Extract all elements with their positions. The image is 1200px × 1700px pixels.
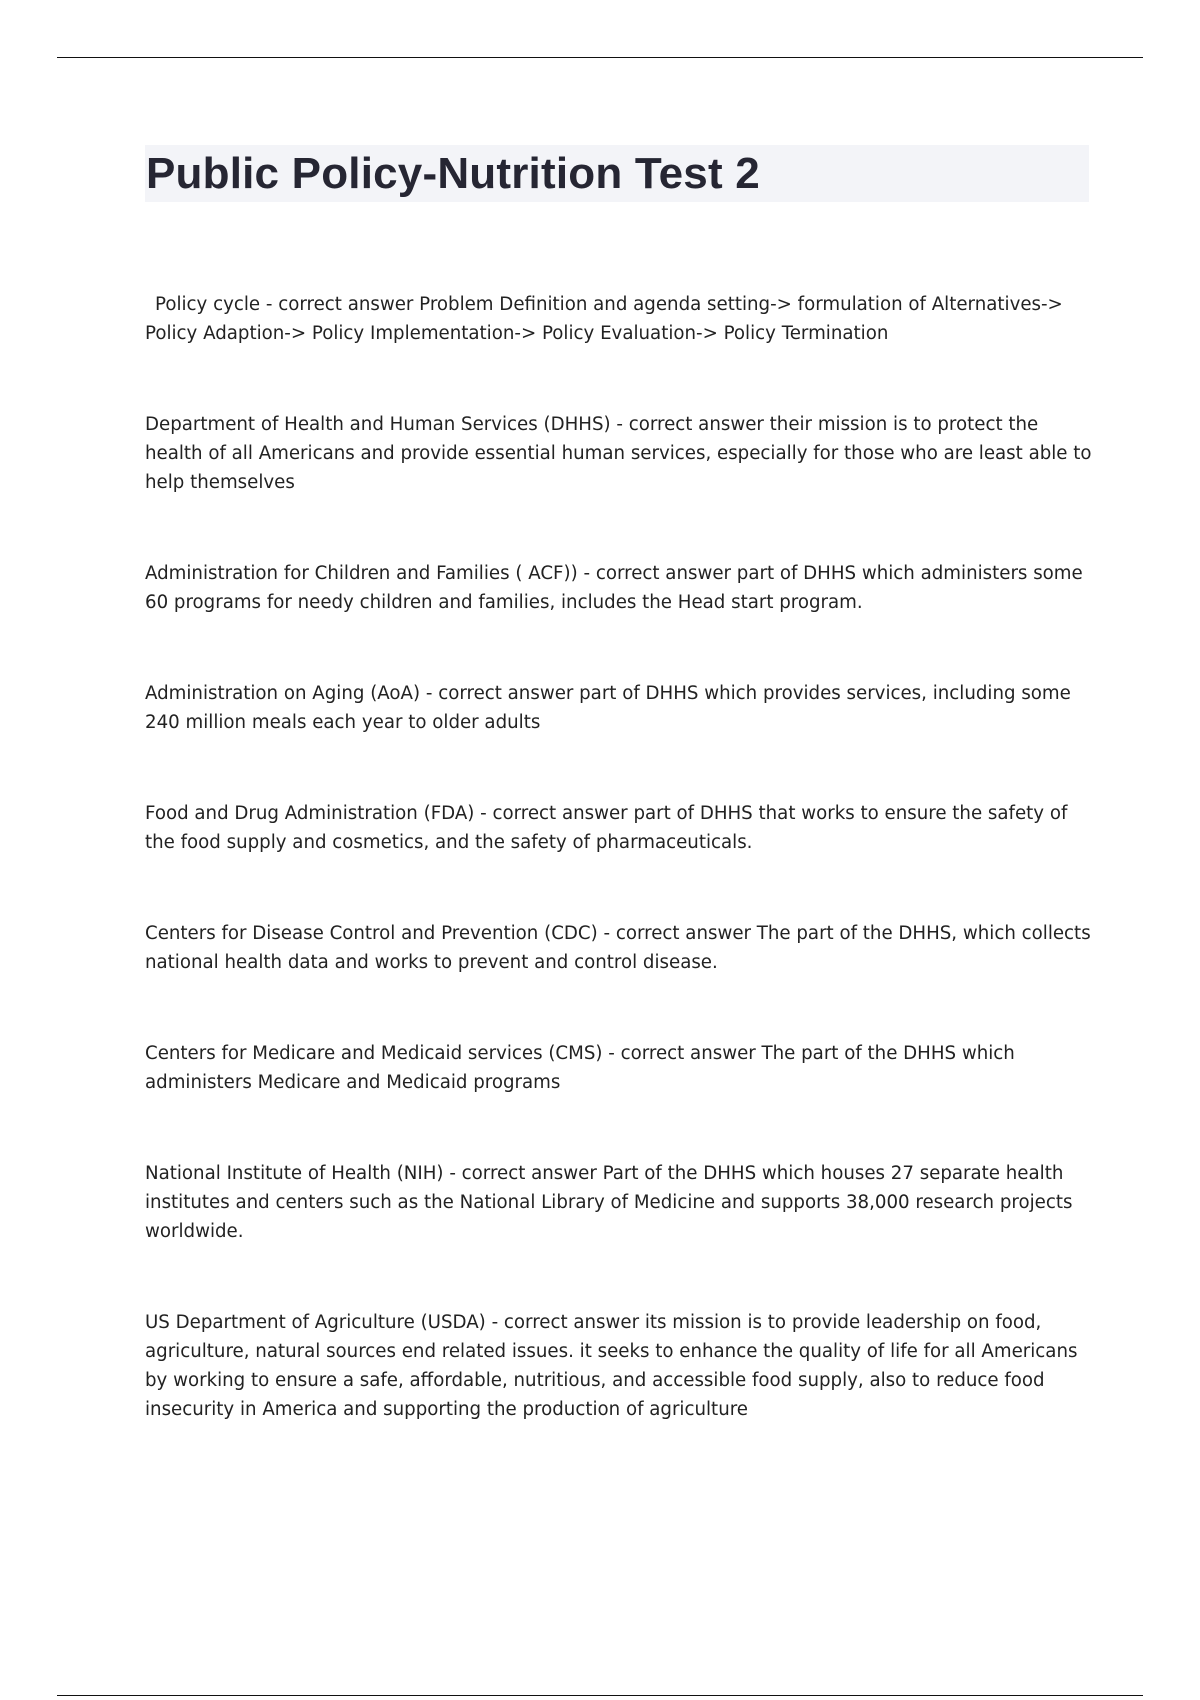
entry-answer: The part of the DHHS, which collects national health data and works to prevent and control disease. [145,923,1091,973]
entry-term: Administration on Aging (AoA) [145,683,421,704]
entry-term: Policy cycle [155,294,261,315]
entry-term: National Institute of Health (NIH) [145,1163,444,1184]
flashcard-entry [145,919,1095,977]
flashcard-entry [145,1308,1095,1424]
entry-term: Food and Drug Administration (FDA) [145,803,475,824]
flashcard-entry [145,1039,1095,1097]
top-rule [57,57,1143,58]
entry-separator: - correct answer [577,563,737,584]
entry-separator: - correct answer [443,1163,603,1184]
flashcard-entry [145,290,1095,348]
flashcard-entry [145,1159,1095,1246]
entry-answer: their mission is to protect the health of all Americans and provide essential human services, especially for those who are least able to help themselves [145,414,1092,493]
entry-separator: - correct answer [610,414,770,435]
bottom-rule [57,1695,1143,1696]
flashcard-entry [145,799,1095,857]
entry-separator: - correct answer [602,1043,762,1064]
entry-separator: - correct answer [474,803,634,824]
flashcard-entry [145,679,1095,737]
entry-answer: its mission is to provide leadership on food, agriculture, natural sources end related issues. it seeks to enhance the quality of life for all Americans by working to ensure a safe, affordable, nutritious, and accessible food supply, also to reduce food insecurity in America and supporting the production of agriculture [145,1312,1078,1420]
entry-answer: Part of the DHHS which houses 27 separate health institutes and centers such as the National Library of Medicine and supports 38,000 research projects worldwide. [145,1163,1073,1242]
entry-answer: part of DHHS which administers some 60 programs for needy children and families, includes the Head start program. [145,563,1083,613]
entry-term: Administration for Children and Families ( ACF)) [145,563,578,584]
entry-term: US Department of Agriculture (USDA) [145,1312,486,1333]
entry-separator: - correct answer [597,923,757,944]
entry-answer: part of DHHS which provides services, including some 240 million meals each year to older adults [145,683,1071,733]
page-title: Public Policy-Nutrition Test 2 [146,149,760,198]
entry-answer: part of DHHS that works to ensure the safety of the food supply and cosmetics, and the safety of pharmaceuticals. [145,803,1068,853]
entry-answer: Problem Definition and agenda setting-> formulation of Alternatives-> Policy Adaption-> Policy Implementation-> Policy Evaluation-> Policy Termination [145,294,1063,344]
entry-separator: - correct answer [260,294,420,315]
flashcard-entry [145,410,1095,497]
entry-term: Centers for Medicare and Medicaid services (CMS) [145,1043,603,1064]
entry-separator: - correct answer [485,1312,645,1333]
entry-term: Centers for Disease Control and Prevention (CDC) [145,923,598,944]
entry-term: Department of Health and Human Services (DHHS) [145,414,611,435]
flashcard-entry [145,559,1095,617]
entry-answer: The part of the DHHS which administers Medicare and Medicaid programs [145,1043,1015,1093]
entry-separator: - correct answer [420,683,580,704]
